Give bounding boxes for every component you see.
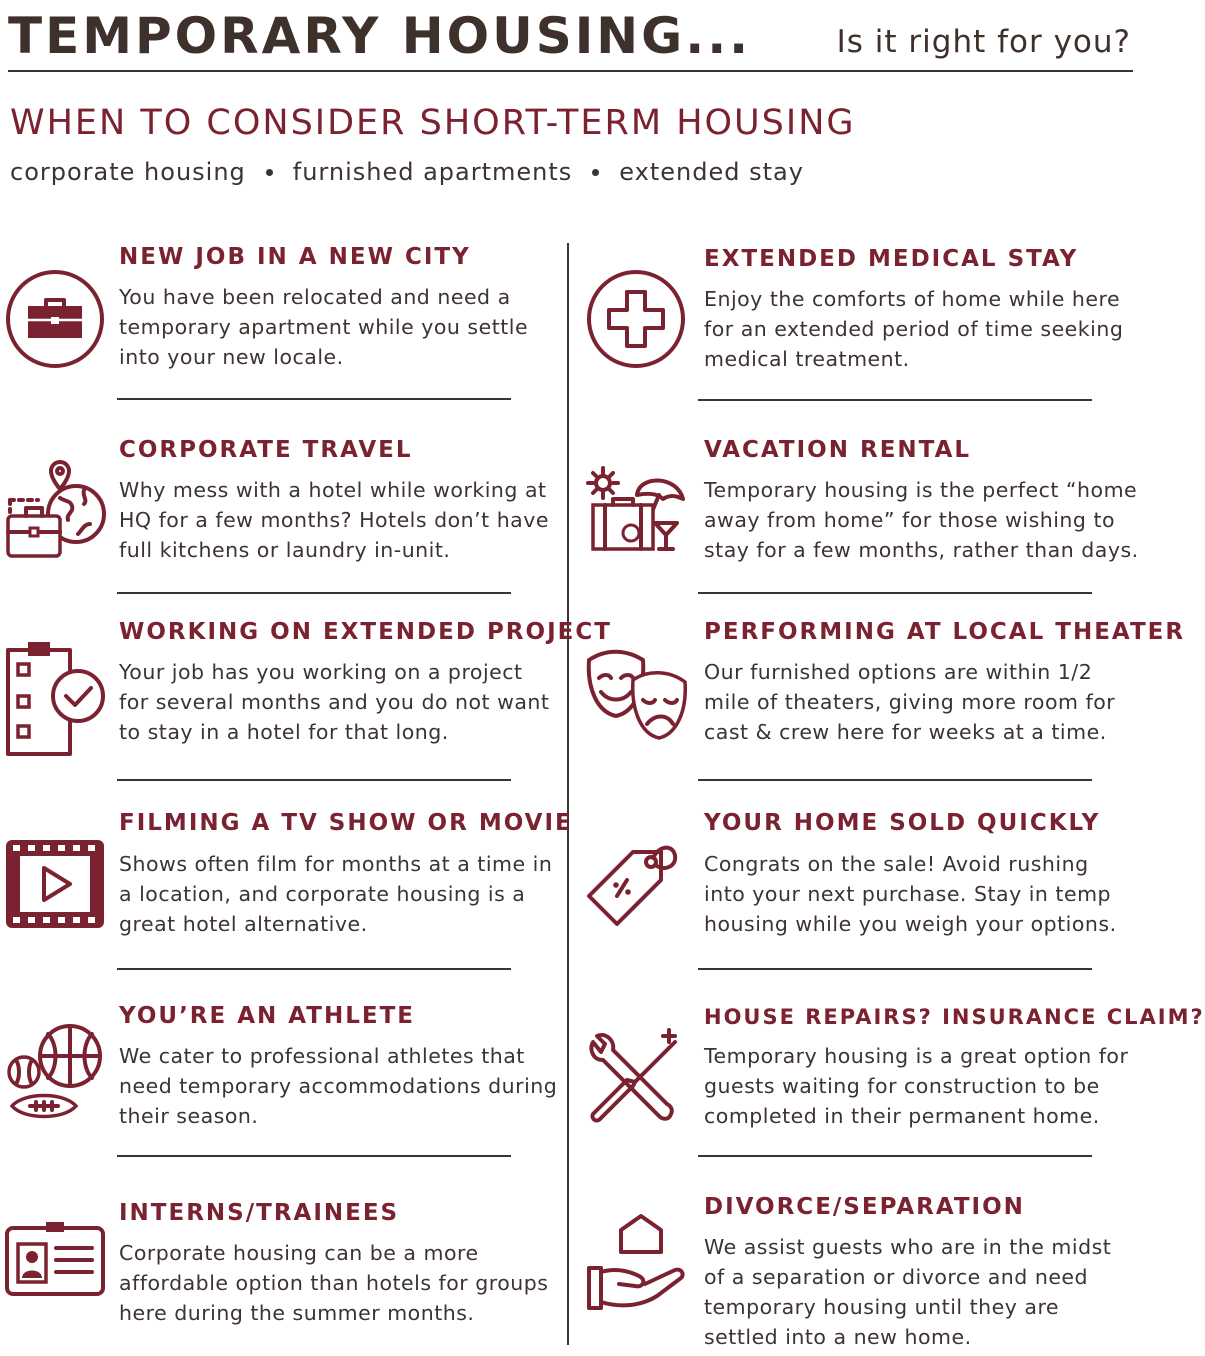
hand-house-icon	[585, 1212, 689, 1312]
reason-separator	[698, 592, 1092, 594]
header-rule	[8, 70, 1133, 72]
reason-separator	[698, 779, 1092, 781]
reason-title: EXTENDED MEDICAL STAY	[704, 246, 1079, 272]
reason-text: Temporary housing is the perfect “home away from home” for those wishing to stay for a few months, rather than days.	[704, 478, 1139, 562]
housing-type-furnished: furnished apartments	[292, 158, 573, 186]
reason-title: WORKING ON EXTENDED PROJECT	[119, 619, 612, 645]
reason-text: Your job has you working on a project for several months and you do not want to stay in a hotel for that long.	[119, 660, 550, 744]
reason-title: NEW JOB IN A NEW CITY	[119, 244, 471, 270]
vacation-suitcase-icon	[585, 465, 689, 555]
reason-title: VACATION RENTAL	[704, 437, 972, 463]
reason-title: YOUR HOME SOLD QUICKLY	[704, 810, 1101, 836]
reason-title: FILMING A TV SHOW OR MOVIE	[119, 810, 573, 836]
wrench-screwdriver-icon	[585, 1026, 689, 1126]
travel-globe-icon	[4, 458, 108, 562]
page-title: TEMPORARY HOUSING...	[8, 7, 752, 65]
reason-text: Congrats on the sale! Avoid rushing into your next purchase. Stay in temp housing while you weigh your options.	[704, 852, 1117, 936]
briefcase-icon	[4, 268, 106, 370]
reason-separator	[698, 399, 1092, 401]
reason-separator	[698, 1155, 1092, 1157]
reason-separator	[698, 968, 1092, 970]
reason-title: CORPORATE TRAVEL	[119, 437, 413, 463]
bullet-separator	[592, 169, 599, 176]
reason-title: YOU’RE AN ATHLETE	[119, 1003, 416, 1029]
reason-text: You have been relocated and need a temporary apartment while you settle into your new locale.	[119, 285, 529, 369]
reason-separator	[117, 592, 511, 594]
price-tag-icon	[585, 838, 689, 942]
reason-title: PERFORMING AT LOCAL THEATER	[704, 619, 1186, 645]
reason-text: We cater to professional athletes that need temporary accommodations during their season.	[119, 1044, 558, 1128]
housing-type-extended: extended stay	[619, 158, 804, 186]
sports-balls-icon	[4, 1022, 108, 1128]
reason-title: DIVORCE/SEPARATION	[704, 1194, 1025, 1220]
bullet-separator	[266, 169, 273, 176]
page-tagline: Is it right for you?	[836, 24, 1131, 60]
reason-separator	[117, 779, 511, 781]
theater-masks-icon	[585, 650, 689, 746]
section-heading: WHEN TO CONSIDER SHORT-TERM HOUSING	[10, 103, 856, 143]
reason-text: We assist guests who are in the midst of a separation or divorce and need temporary housing until they are settled into a new home.	[704, 1235, 1112, 1349]
film-play-icon	[4, 838, 106, 930]
medical-cross-icon	[585, 268, 687, 370]
housing-types	[10, 155, 804, 189]
clipboard-check-icon	[4, 638, 108, 760]
reason-separator	[117, 1155, 511, 1157]
reason-title: HOUSE REPAIRS? INSURANCE CLAIM?	[704, 1005, 1205, 1029]
reason-separator	[117, 398, 511, 400]
column-divider	[567, 243, 569, 1345]
reason-separator	[117, 968, 511, 970]
reason-text: Corporate housing can be a more affordable option than hotels for groups here during the summer months.	[119, 1241, 549, 1325]
reason-text: Our furnished options are within 1/2 mile of theaters, giving more room for cast & crew here for weeks at a time.	[704, 660, 1116, 744]
id-badge-icon	[4, 1220, 106, 1298]
reason-text: Shows often film for months at a time in a location, and corporate housing is a great hotel alternative.	[119, 852, 553, 936]
housing-type-corporate: corporate housing	[10, 158, 246, 186]
reason-title: INTERNS/TRAINEES	[119, 1200, 400, 1226]
reason-text: Enjoy the comforts of home while here for an extended period of time seeking medical treatment.	[704, 287, 1124, 371]
reason-text: Temporary housing is a great option for guests waiting for construction to be completed in their permanent home.	[704, 1044, 1129, 1128]
reason-text: Why mess with a hotel while working at HQ for a few months? Hotels don’t have full kitchens or laundry in-unit.	[119, 478, 549, 562]
